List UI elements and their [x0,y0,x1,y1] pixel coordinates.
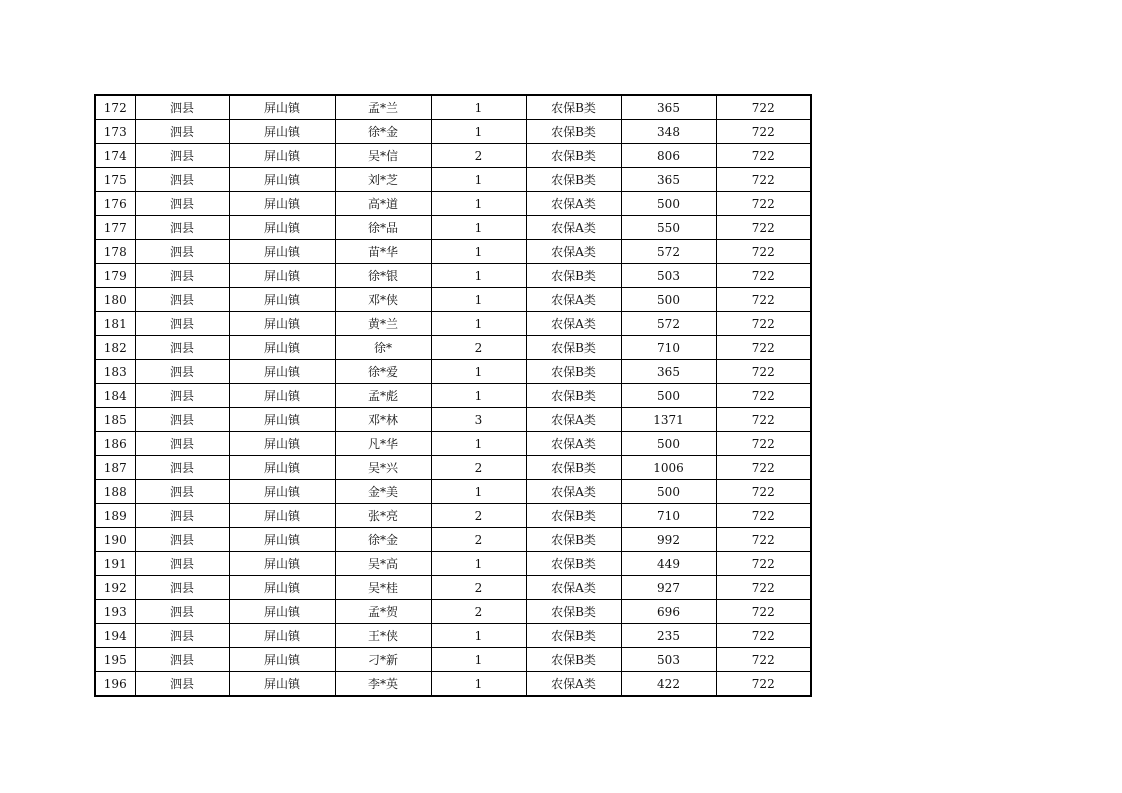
name-cell: 孟*兰 [335,95,431,120]
row-number-cell: 175 [95,168,135,192]
county-cell: 泗县 [135,576,229,600]
county-cell: 泗县 [135,336,229,360]
standard-cell: 722 [716,216,811,240]
county-cell: 泗县 [135,144,229,168]
standard-cell: 722 [716,432,811,456]
county-cell: 泗县 [135,600,229,624]
table-row [95,576,811,600]
amount-cell: 806 [621,144,716,168]
name-cell: 金*美 [335,480,431,504]
household-size-cell: 2 [431,456,526,480]
amount-cell: 500 [621,480,716,504]
amount-cell: 1006 [621,456,716,480]
row-number-cell: 193 [95,600,135,624]
standard-cell: 722 [716,480,811,504]
town-cell: 屏山镇 [229,288,335,312]
town-cell: 屏山镇 [229,408,335,432]
category-cell: 农保B类 [526,600,621,624]
amount-cell: 422 [621,672,716,697]
category-cell: 农保A类 [526,240,621,264]
row-number-cell: 184 [95,384,135,408]
standard-cell: 722 [716,336,811,360]
amount-cell: 235 [621,624,716,648]
category-cell: 农保A类 [526,312,621,336]
table-row [95,312,811,336]
household-size-cell: 2 [431,504,526,528]
amount-cell: 500 [621,192,716,216]
name-cell: 孟*贺 [335,600,431,624]
county-cell: 泗县 [135,216,229,240]
name-cell: 吴*高 [335,552,431,576]
town-cell: 屏山镇 [229,264,335,288]
county-cell: 泗县 [135,120,229,144]
county-cell: 泗县 [135,360,229,384]
row-number-cell: 176 [95,192,135,216]
name-cell: 张*亮 [335,504,431,528]
category-cell: 农保A类 [526,576,621,600]
row-number-cell: 174 [95,144,135,168]
table-row [95,504,811,528]
standard-cell: 722 [716,648,811,672]
table-row [95,624,811,648]
category-cell: 农保A类 [526,432,621,456]
table-row [95,456,811,480]
county-cell: 泗县 [135,95,229,120]
town-cell: 屏山镇 [229,600,335,624]
amount-cell: 927 [621,576,716,600]
county-cell: 泗县 [135,312,229,336]
town-cell: 屏山镇 [229,432,335,456]
county-cell: 泗县 [135,456,229,480]
standard-cell: 722 [716,192,811,216]
category-cell: 农保B类 [526,528,621,552]
amount-cell: 710 [621,336,716,360]
name-cell: 徐*品 [335,216,431,240]
row-number-cell: 177 [95,216,135,240]
county-cell: 泗县 [135,528,229,552]
household-size-cell: 1 [431,95,526,120]
row-number-cell: 189 [95,504,135,528]
county-cell: 泗县 [135,240,229,264]
standard-cell: 722 [716,168,811,192]
county-cell: 泗县 [135,648,229,672]
category-cell: 农保B类 [526,264,621,288]
county-cell: 泗县 [135,552,229,576]
town-cell: 屏山镇 [229,216,335,240]
row-number-cell: 196 [95,672,135,697]
table-row [95,432,811,456]
name-cell: 吴*兴 [335,456,431,480]
household-size-cell: 2 [431,144,526,168]
name-cell: 王*侠 [335,624,431,648]
table-row [95,600,811,624]
table-row [95,120,811,144]
row-number-cell: 185 [95,408,135,432]
household-size-cell: 1 [431,264,526,288]
town-cell: 屏山镇 [229,576,335,600]
name-cell: 邓*林 [335,408,431,432]
household-size-cell: 2 [431,576,526,600]
amount-cell: 449 [621,552,716,576]
category-cell: 农保B类 [526,384,621,408]
town-cell: 屏山镇 [229,672,335,697]
row-number-cell: 195 [95,648,135,672]
standard-cell: 722 [716,456,811,480]
standard-cell: 722 [716,120,811,144]
name-cell: 徐*金 [335,528,431,552]
standard-cell: 722 [716,312,811,336]
row-number-cell: 191 [95,552,135,576]
data-table [94,94,812,697]
town-cell: 屏山镇 [229,120,335,144]
household-size-cell: 1 [431,552,526,576]
town-cell: 屏山镇 [229,528,335,552]
category-cell: 农保A类 [526,480,621,504]
county-cell: 泗县 [135,264,229,288]
table-row [95,288,811,312]
household-size-cell: 1 [431,624,526,648]
household-size-cell: 1 [431,672,526,697]
name-cell: 徐*银 [335,264,431,288]
town-cell: 屏山镇 [229,480,335,504]
county-cell: 泗县 [135,432,229,456]
name-cell: 徐* [335,336,431,360]
household-size-cell: 1 [431,384,526,408]
category-cell: 农保B类 [526,95,621,120]
amount-cell: 500 [621,432,716,456]
table-row [95,408,811,432]
amount-cell: 550 [621,216,716,240]
amount-cell: 696 [621,600,716,624]
county-cell: 泗县 [135,624,229,648]
household-size-cell: 2 [431,336,526,360]
table-row [95,240,811,264]
household-size-cell: 1 [431,120,526,144]
name-cell: 凡*华 [335,432,431,456]
table-row [95,95,811,120]
town-cell: 屏山镇 [229,144,335,168]
standard-cell: 722 [716,504,811,528]
table-row [95,672,811,697]
household-size-cell: 2 [431,528,526,552]
standard-cell: 722 [716,576,811,600]
name-cell: 李*英 [335,672,431,697]
county-cell: 泗县 [135,192,229,216]
town-cell: 屏山镇 [229,360,335,384]
table-row [95,360,811,384]
standard-cell: 722 [716,624,811,648]
row-number-cell: 180 [95,288,135,312]
table-row [95,168,811,192]
household-size-cell: 1 [431,312,526,336]
name-cell: 高*道 [335,192,431,216]
category-cell: 农保B类 [526,336,621,360]
table-row [95,528,811,552]
amount-cell: 365 [621,95,716,120]
standard-cell: 722 [716,600,811,624]
standard-cell: 722 [716,408,811,432]
amount-cell: 1371 [621,408,716,432]
town-cell: 屏山镇 [229,312,335,336]
name-cell: 徐*爱 [335,360,431,384]
row-number-cell: 172 [95,95,135,120]
amount-cell: 710 [621,504,716,528]
household-size-cell: 2 [431,600,526,624]
amount-cell: 503 [621,648,716,672]
row-number-cell: 187 [95,456,135,480]
household-size-cell: 1 [431,480,526,504]
category-cell: 农保B类 [526,168,621,192]
town-cell: 屏山镇 [229,192,335,216]
table-row [95,384,811,408]
category-cell: 农保A类 [526,672,621,697]
name-cell: 吴*信 [335,144,431,168]
amount-cell: 500 [621,288,716,312]
standard-cell: 722 [716,240,811,264]
town-cell: 屏山镇 [229,95,335,120]
category-cell: 农保A类 [526,216,621,240]
name-cell: 徐*金 [335,120,431,144]
amount-cell: 992 [621,528,716,552]
row-number-cell: 183 [95,360,135,384]
table-body [95,95,811,696]
row-number-cell: 179 [95,264,135,288]
row-number-cell: 178 [95,240,135,264]
name-cell: 刁*新 [335,648,431,672]
town-cell: 屏山镇 [229,168,335,192]
row-number-cell: 186 [95,432,135,456]
row-number-cell: 192 [95,576,135,600]
amount-cell: 500 [621,384,716,408]
town-cell: 屏山镇 [229,504,335,528]
category-cell: 农保B类 [526,504,621,528]
table-row [95,552,811,576]
town-cell: 屏山镇 [229,648,335,672]
amount-cell: 572 [621,312,716,336]
household-size-cell: 1 [431,432,526,456]
household-size-cell: 1 [431,648,526,672]
standard-cell: 722 [716,528,811,552]
table-row [95,648,811,672]
town-cell: 屏山镇 [229,624,335,648]
town-cell: 屏山镇 [229,384,335,408]
category-cell: 农保B类 [526,120,621,144]
standard-cell: 722 [716,360,811,384]
county-cell: 泗县 [135,408,229,432]
amount-cell: 503 [621,264,716,288]
amount-cell: 572 [621,240,716,264]
category-cell: 农保B类 [526,360,621,384]
table-row [95,192,811,216]
town-cell: 屏山镇 [229,552,335,576]
county-cell: 泗县 [135,672,229,697]
category-cell: 农保B类 [526,456,621,480]
name-cell: 邓*侠 [335,288,431,312]
county-cell: 泗县 [135,480,229,504]
standard-cell: 722 [716,552,811,576]
name-cell: 黄*兰 [335,312,431,336]
name-cell: 孟*彪 [335,384,431,408]
name-cell: 吴*桂 [335,576,431,600]
household-size-cell: 1 [431,240,526,264]
table-row [95,144,811,168]
household-size-cell: 1 [431,288,526,312]
table-row [95,216,811,240]
name-cell: 刘*芝 [335,168,431,192]
household-size-cell: 1 [431,216,526,240]
amount-cell: 365 [621,360,716,384]
row-number-cell: 188 [95,480,135,504]
town-cell: 屏山镇 [229,240,335,264]
standard-cell: 722 [716,288,811,312]
county-cell: 泗县 [135,288,229,312]
table-row [95,264,811,288]
row-number-cell: 190 [95,528,135,552]
standard-cell: 722 [716,264,811,288]
name-cell: 苗*华 [335,240,431,264]
category-cell: 农保B类 [526,624,621,648]
household-size-cell: 1 [431,192,526,216]
standard-cell: 722 [716,95,811,120]
standard-cell: 722 [716,384,811,408]
category-cell: 农保A类 [526,192,621,216]
row-number-cell: 182 [95,336,135,360]
standard-cell: 722 [716,672,811,697]
amount-cell: 365 [621,168,716,192]
town-cell: 屏山镇 [229,336,335,360]
county-cell: 泗县 [135,384,229,408]
household-size-cell: 1 [431,360,526,384]
town-cell: 屏山镇 [229,456,335,480]
standard-cell: 722 [716,144,811,168]
category-cell: 农保B类 [526,552,621,576]
household-size-cell: 1 [431,168,526,192]
row-number-cell: 194 [95,624,135,648]
category-cell: 农保B类 [526,144,621,168]
amount-cell: 348 [621,120,716,144]
table-row [95,336,811,360]
category-cell: 农保A类 [526,408,621,432]
household-size-cell: 3 [431,408,526,432]
table-row [95,480,811,504]
county-cell: 泗县 [135,504,229,528]
category-cell: 农保B类 [526,648,621,672]
county-cell: 泗县 [135,168,229,192]
category-cell: 农保A类 [526,288,621,312]
row-number-cell: 181 [95,312,135,336]
row-number-cell: 173 [95,120,135,144]
